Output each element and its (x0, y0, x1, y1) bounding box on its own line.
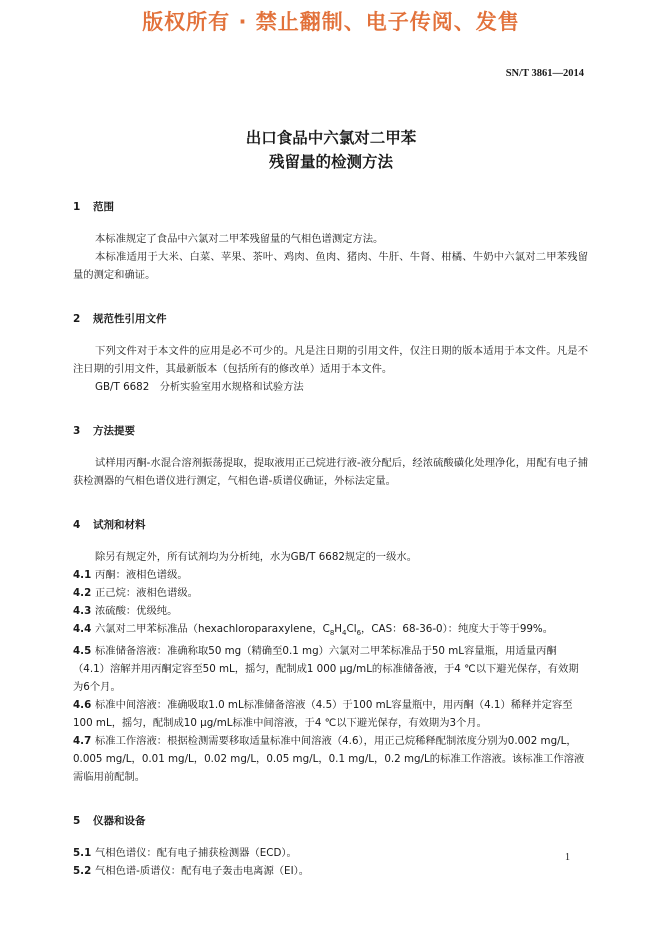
list-item-4-7 (73, 732, 588, 786)
item-text: 浓硫酸：优级纯。 (95, 605, 178, 617)
section-title: 范围 (93, 201, 114, 213)
section-4-heading (73, 516, 588, 534)
standard-code: SN/T 3861—2014 (505, 68, 584, 79)
section-2-paragraph-2: GB/T 6682 分析实验室用水规格和试验方法 (95, 381, 304, 393)
list-item-5-2 (73, 862, 588, 880)
item-number: 4.4 (73, 623, 92, 635)
list-item-4-5 (73, 642, 588, 696)
section-number: 4 (73, 519, 81, 531)
list-item-4-2 (73, 584, 588, 602)
item-text-part-d: ，CAS：68-36-0）：纯度大于等于99%。 (361, 623, 554, 635)
formula-subscript: 6 (356, 629, 362, 638)
section-4-paragraph-1: 除另有规定外，所有试剂均为分析纯，水为GB/T 6682规定的一级水。 (95, 551, 417, 563)
item-text-part-b: H (334, 623, 343, 635)
section-title: 规范性引用文件 (93, 313, 167, 325)
section-number: 2 (73, 313, 81, 325)
item-number: 4.7 (73, 735, 92, 748)
section-number: 3 (73, 425, 81, 437)
section-3-paragraph-1: 试样用丙酮-水混合溶剂振荡提取，提取液用正己烷进行液-液分配后，经浓硫酸磺化处理净化，用配有电子捕获检测器的气相色谱仪进行测定，气相色谱-质谱仪确证，外标法定量。 (73, 457, 588, 487)
item-text: 丙酮：液相色谱级。 (95, 569, 188, 581)
item-text: 标准储备溶液：准确称取50 mg（精确至0.1 mg）六氯对二甲苯标准品于50 mL容量瓶，用适量丙酮（4.1）溶解并用丙酮定容至50 mL，摇匀，配制成1 000 μg/mL的标准储备液，于4 ℃以下避光保存，有效期为6个月。 (73, 645, 579, 694)
section-number: 1 (73, 201, 81, 213)
watermark-text: 版权所有 · 禁止翻制、电子传阅、发售 (142, 10, 520, 34)
item-text: 标准中间溶液：准确吸取1.0 mL标准储备溶液（4.5）于100 mL容量瓶中，用丙酮（4.1）稀释并定容至100 mL，摇匀，配制成10 μg/mL标准中间溶液，于4 ℃以下避光保存，有效期为3个月。 (73, 699, 573, 730)
item-text-part-a: 六氯对二甲苯标准品（hexachloroparaxylene，C (95, 623, 330, 635)
item-number: 5.1 (73, 847, 92, 860)
item-text-part-c: Cl (346, 623, 357, 635)
list-item-4-1 (73, 566, 588, 584)
item-number: 4.2 (73, 587, 92, 599)
item-text: 气相色谱仪：配有电子捕获检测器（ECD）。 (95, 847, 297, 860)
section-3-heading (73, 422, 588, 440)
item-number: 4.3 (73, 605, 92, 617)
title-line-2: 残留量的检测方法 (268, 153, 393, 171)
formula-subscript: 4 (342, 629, 347, 638)
item-text: 正己烷：液相色谱级。 (95, 587, 198, 599)
section-2-heading (73, 310, 588, 328)
section-number: 5 (73, 815, 81, 828)
item-number: 4.1 (73, 569, 92, 581)
list-item-4-6 (73, 696, 588, 732)
item-number: 5.2 (73, 865, 92, 878)
document-body (73, 198, 588, 880)
section-title: 仪器和设备 (93, 815, 146, 828)
formula-subscript: 8 (329, 629, 335, 638)
title-line-1: 出口食品中六氯对二甲苯 (245, 129, 417, 147)
section-1-paragraph-1: 本标准规定了食品中六氯对二甲苯残留量的气相色谱测定方法。 (95, 233, 384, 245)
section-1-paragraph-2: 本标准适用于大米、白菜、苹果、茶叶、鸡肉、鱼肉、猪肉、牛肝、牛肾、柑橘、牛奶中六氯对二甲苯残留量的测定和确证。 (73, 251, 588, 281)
section-title: 方法提要 (93, 425, 135, 437)
section-5-heading (73, 812, 588, 830)
page-number: 1 (565, 852, 570, 863)
item-text: 气相色谱-质谱仪：配有电子轰击电离源（EI）。 (95, 865, 310, 878)
document-title (0, 126, 662, 174)
section-2-paragraph-1: 下列文件对于本文件的应用是必不可少的。凡是注日期的引用文件，仅注日期的版本适用于本文件。凡是不注日期的引用文件，其最新版本（包括所有的修改单）适用于本文件。 (73, 345, 588, 375)
list-item-4-4 (73, 620, 588, 642)
list-item-5-1 (73, 844, 588, 862)
list-item-4-3 (73, 602, 588, 620)
item-number: 4.6 (73, 699, 92, 712)
section-title: 试剂和材料 (93, 519, 146, 531)
item-text: 标准工作溶液：根据检测需要移取适量标准中间溶液（4.6），用正己烷稀释配制浓度分别为0.002 mg/L，0.005 mg/L，0.01 mg/L，0.02 mg/L，0.05 mg/L，0.1 mg/L，0.2 mg/L的标准工作溶液。该标准工作溶液需临用前配制。 (73, 735, 585, 784)
section-1-heading (73, 198, 588, 216)
item-number: 4.5 (73, 645, 92, 658)
